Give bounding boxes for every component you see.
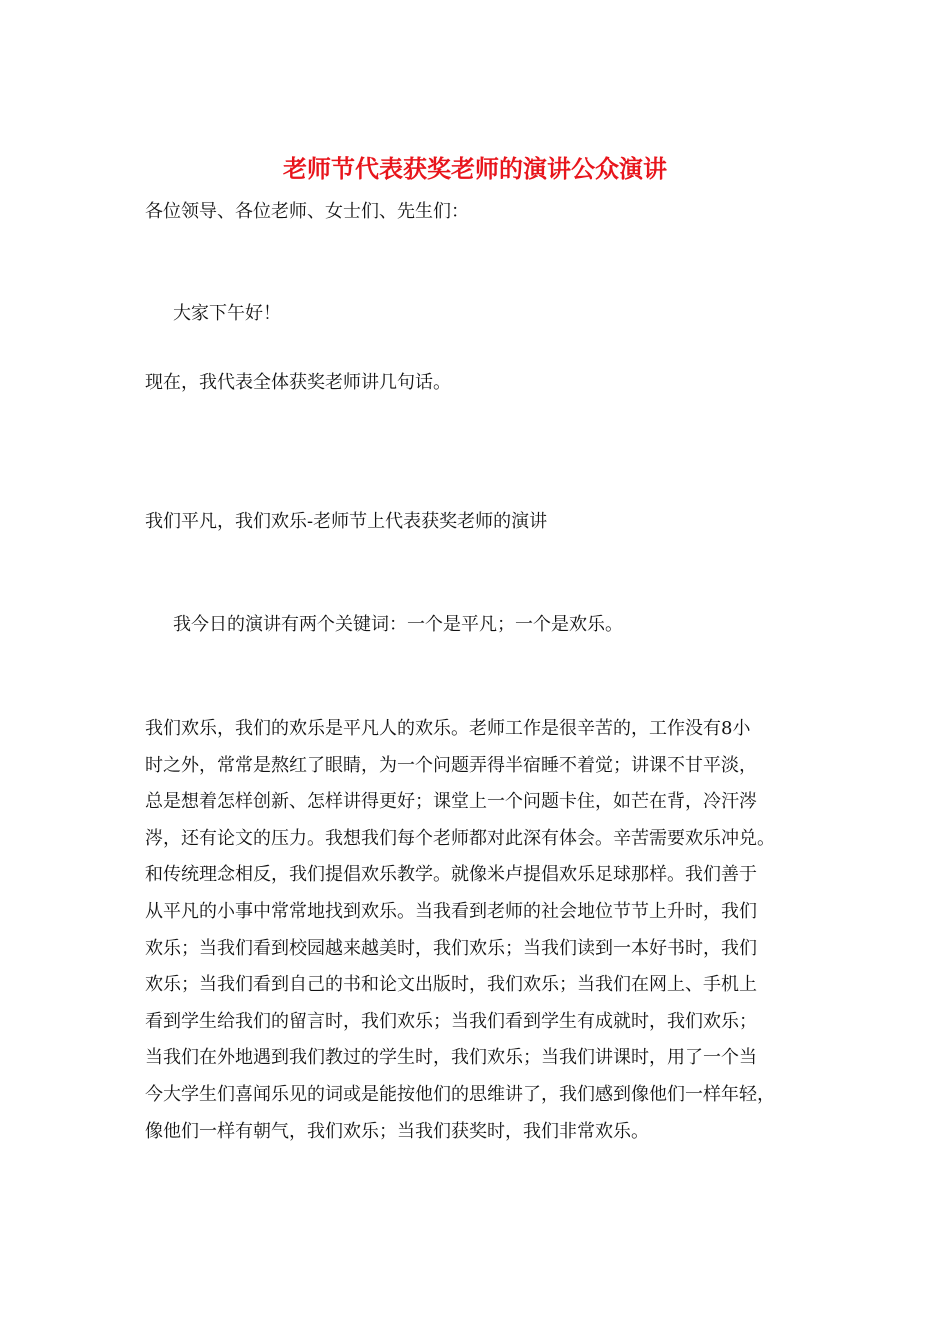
paragraph-line: 像他们一样有朝气，我们欢乐；当我们获奖时，我们非常欢乐。	[145, 1120, 649, 1142]
paragraph-line: 涔，还有论文的压力。我想我们每个老师都对此深有体会。辛苦需要欢乐冲兑。	[145, 827, 775, 849]
paragraph-line: 我们欢乐，我们的欢乐是平凡人的欢乐。老师工作是很辛苦的，工作没有8小	[145, 718, 751, 739]
paragraph-line: 总是想着怎样创新、怎样讲得更好；课堂上一个问题卡住，如芒在背，冷汗涔	[145, 791, 757, 813]
intro-paragraph: 现在，我代表全体获奖老师讲几句话。	[145, 372, 451, 393]
greeting: 大家下午好！	[173, 303, 281, 324]
document-title: 老师节代表获奖老师的演讲公众演讲	[283, 154, 667, 183]
paragraph-line: 当我们在外地遇到我们教过的学生时，我们欢乐；当我们讲课时，用了一个当	[145, 1047, 757, 1069]
keywords-paragraph: 我今日的演讲有两个关键词：一个是平凡；一个是欢乐。	[173, 614, 623, 635]
paragraph-line: 时之外，常常是熬红了眼睛，为一个问题弄得半宿睡不着觉；讲课不甘平淡，	[145, 754, 757, 776]
paragraph-line: 欢乐；当我们看到校园越来越美时，我们欢乐；当我们读到一本好书时，我们	[145, 937, 757, 959]
main-paragraph	[145, 711, 815, 1150]
paragraph-line: 和传统理念相反，我们提倡欢乐教学。就像米卢提倡欢乐足球那样。我们善于	[145, 864, 757, 886]
paragraph-line: 欢乐；当我们看到自己的书和论文出版时，我们欢乐；当我们在网上、手机上	[145, 974, 757, 996]
salutation: 各位领导、各位老师、女士们、先生们：	[145, 201, 469, 222]
speech-subtitle: 我们平凡，我们欢乐-老师节上代表获奖老师的演讲	[145, 511, 548, 532]
paragraph-line: 从平凡的小事中常常地找到欢乐。当我看到老师的社会地位节节上升时，我们	[145, 900, 757, 922]
paragraph-line: 今大学生们喜闻乐见的词或是能按他们的思维讲了，我们感到像他们一样年轻，	[145, 1083, 775, 1105]
paragraph-line: 看到学生给我们的留言时，我们欢乐；当我们看到学生有成就时，我们欢乐；	[145, 1010, 757, 1032]
